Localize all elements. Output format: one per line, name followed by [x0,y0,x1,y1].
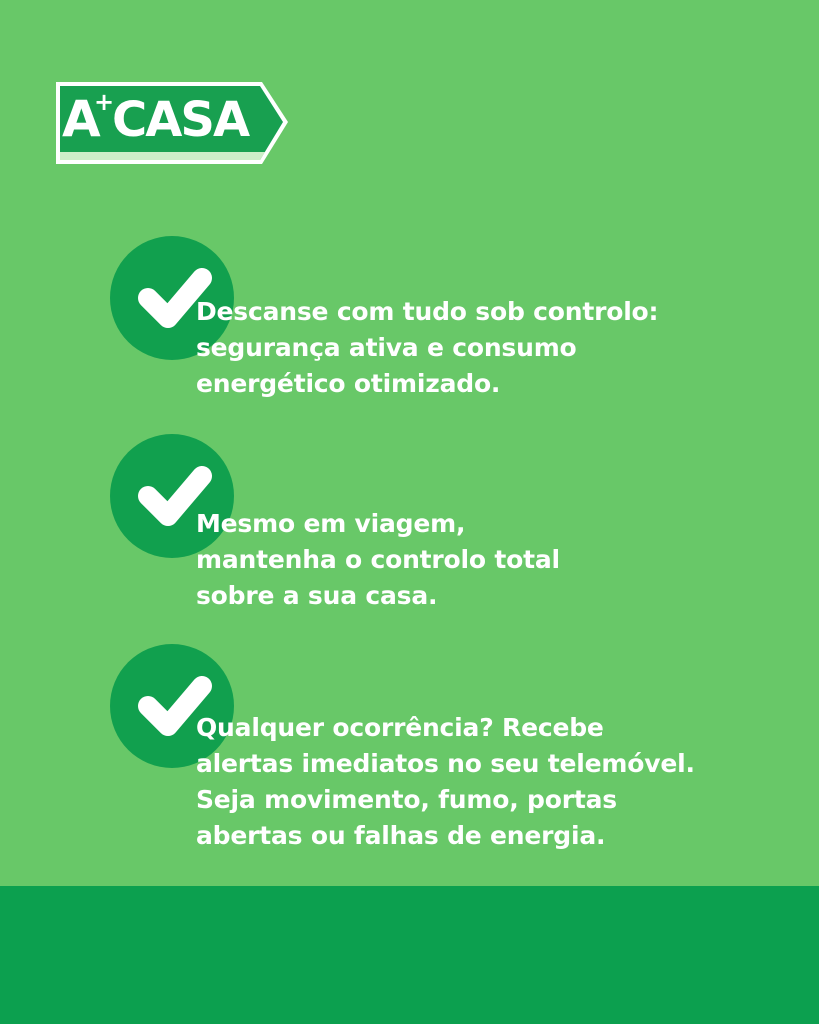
svg-text:CASA: CASA [112,92,249,148]
svg-text:+: + [94,88,115,116]
feature-text-1: Descanse com tudo sob controlo: segurança ativa e consumo energético otimizado. [196,297,659,398]
footer-band [0,886,819,1024]
acasa-logo-icon [54,80,290,166]
svg-text:A: A [62,90,100,148]
feature-text-2: Mesmo em viagem, mantenha o controlo total sobre a sua casa. [196,509,560,610]
feature-text-3: Qualquer ocorrência? Recebe alertas imediatos no seu telemóvel. Seja movimento, fumo, portas abertas ou falhas de energia. [196,713,695,850]
brand-logo [54,80,290,166]
